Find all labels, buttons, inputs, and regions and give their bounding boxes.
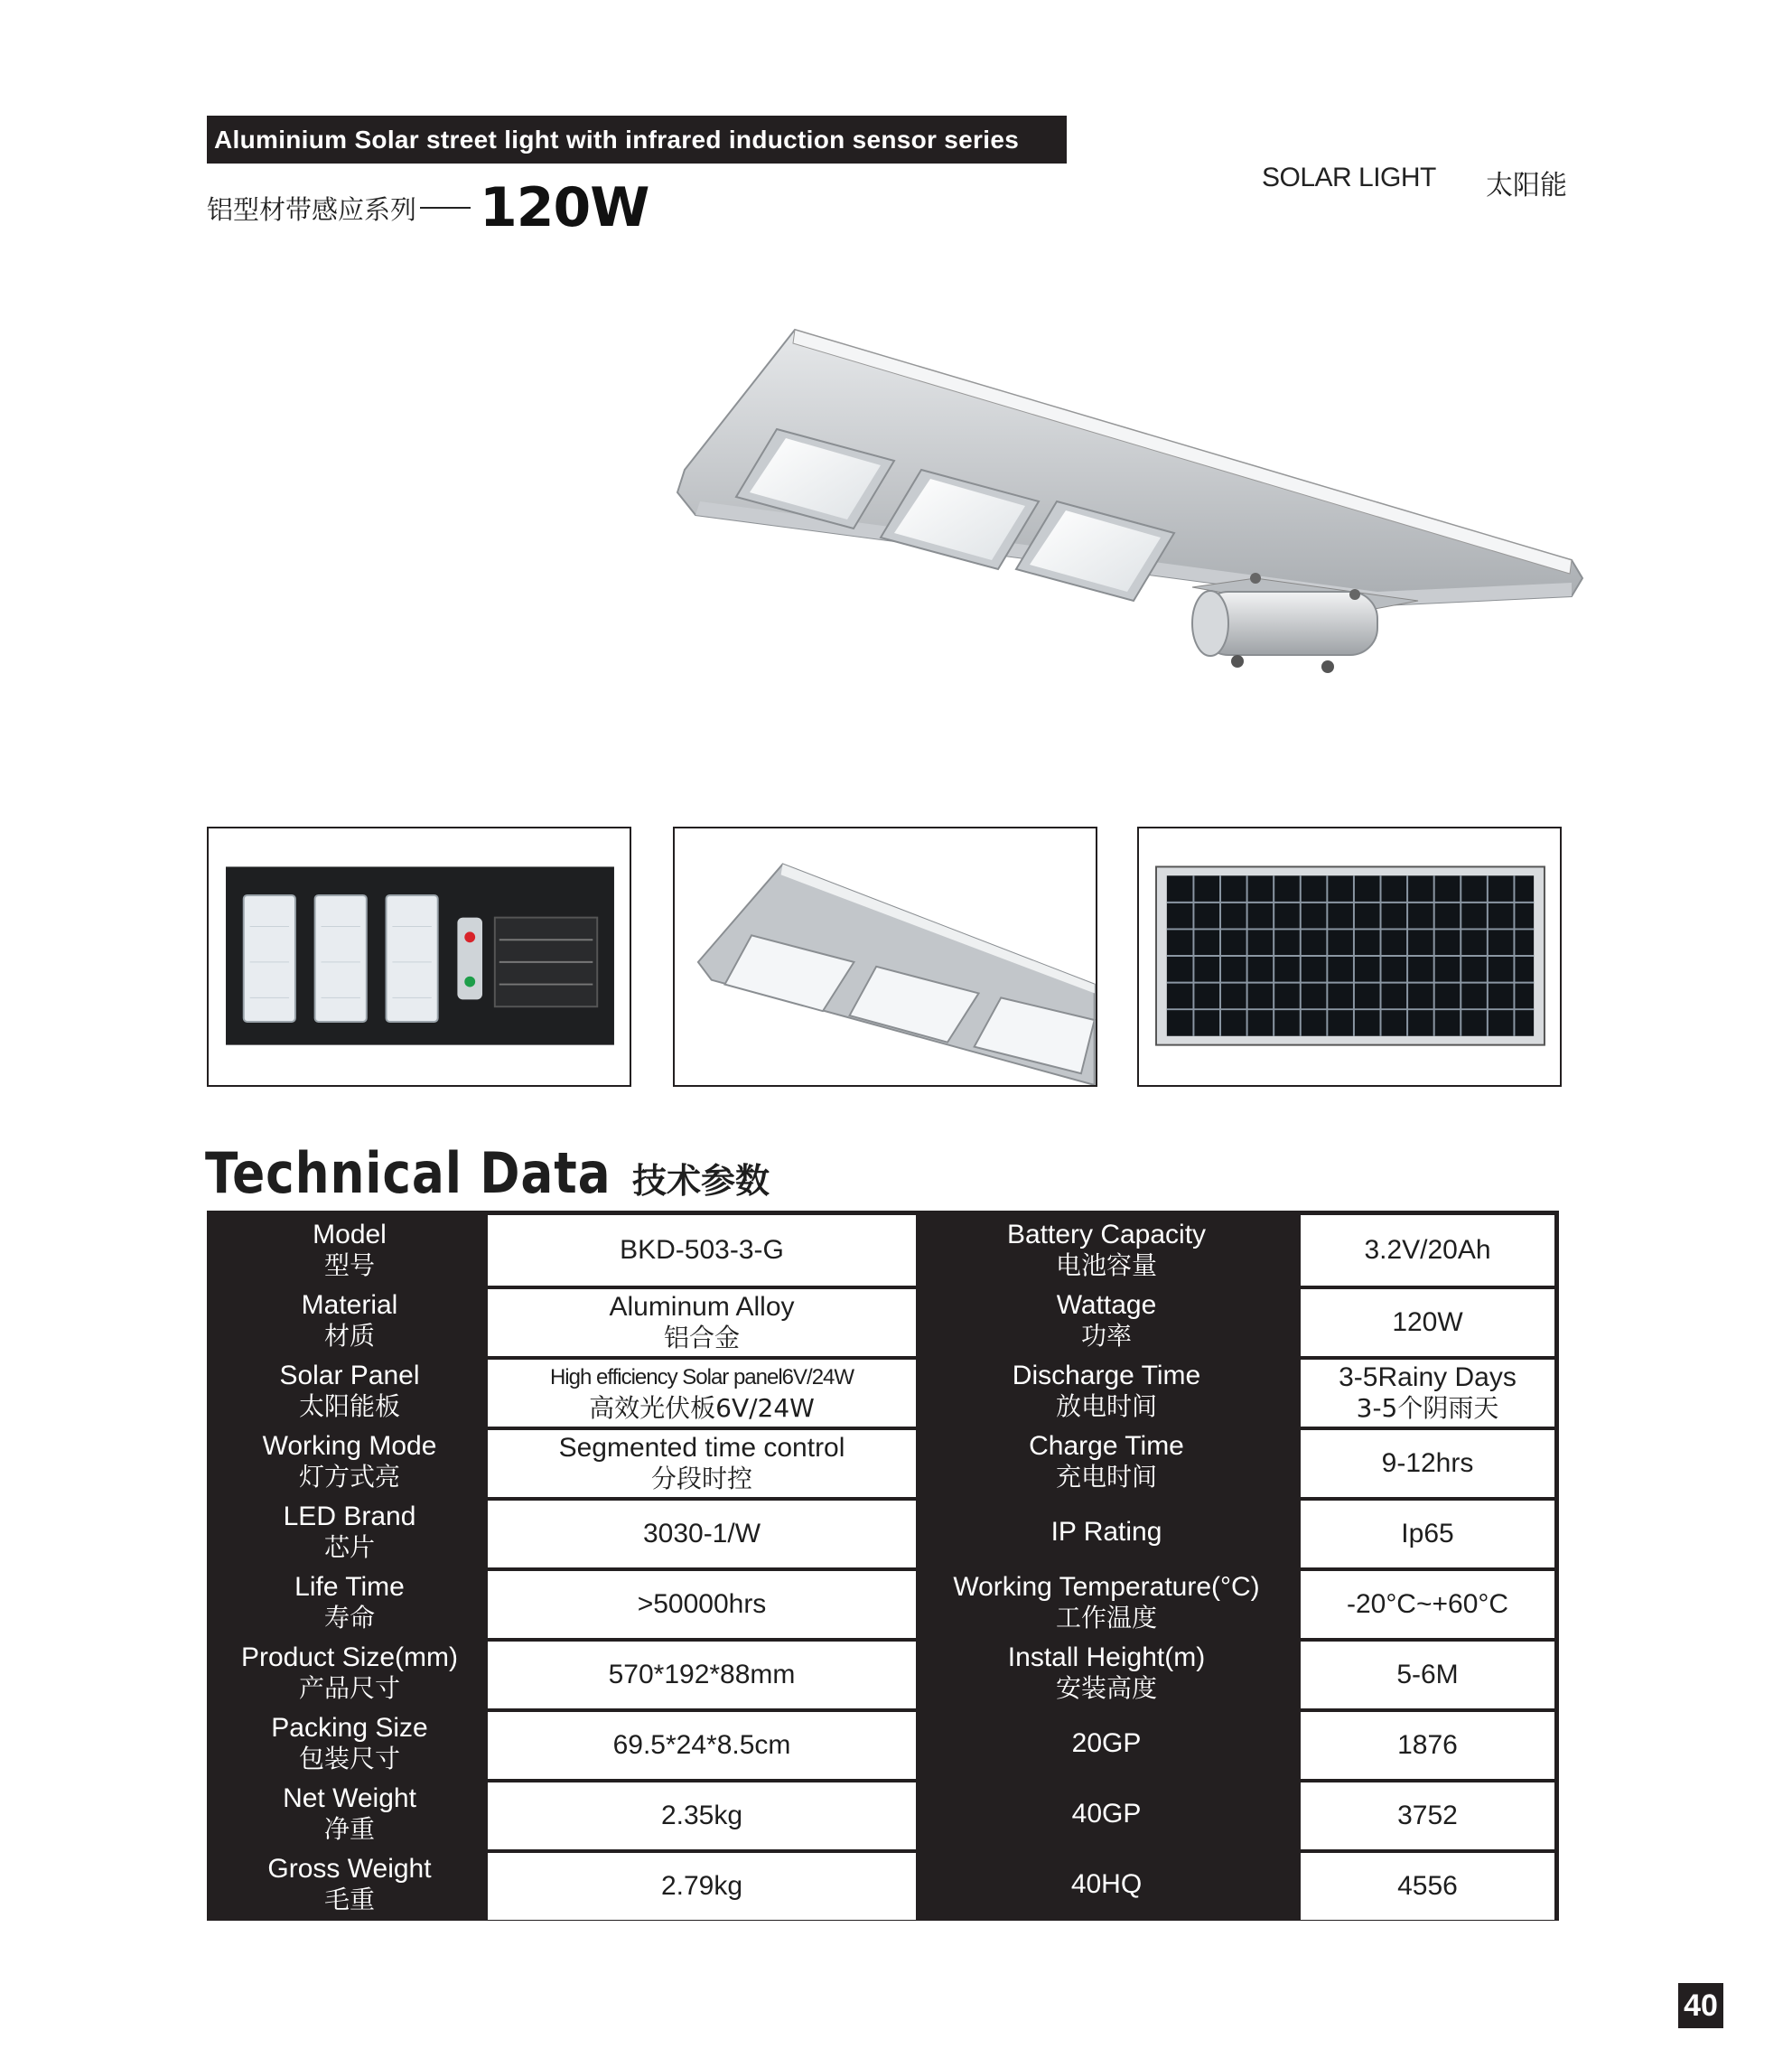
spec-row-gross-weight xyxy=(211,1849,1554,1920)
spec-label: Battery Capacity 电池容量 xyxy=(916,1215,1297,1286)
spec-value: >50000hrs xyxy=(488,1571,916,1638)
spec-label: IP Rating xyxy=(916,1497,1297,1567)
spec-label: 40GP xyxy=(916,1779,1297,1849)
spec-label: Gross Weight 毛重 xyxy=(211,1849,488,1920)
spec-value: High efficiency Solar panel6V/24W 高效光伏板6V/24W xyxy=(488,1360,916,1427)
spec-value: 2.35kg xyxy=(488,1782,916,1849)
spec-label: Solar Panel 太阳能板 xyxy=(211,1356,488,1427)
spec-label: Charge Time 充电时间 xyxy=(916,1427,1297,1497)
spec-label: LED Brand 芯片 xyxy=(211,1497,488,1567)
technical-data-heading xyxy=(205,1140,770,1206)
spec-value: -20°C~+60°C xyxy=(1297,1571,1554,1638)
technical-title-en: Technical Data xyxy=(205,1140,611,1206)
series-title-bar xyxy=(207,116,1067,164)
spec-value: Aluminum Alloy 铝合金 xyxy=(488,1289,916,1356)
spec-row-model xyxy=(211,1215,1554,1286)
spec-label: Wattage 功率 xyxy=(916,1286,1297,1356)
spec-value: 5-6M xyxy=(1297,1642,1554,1708)
spec-value: 570*192*88mm xyxy=(488,1642,916,1708)
spec-label: Model 型号 xyxy=(211,1215,488,1286)
spec-row-solar-panel xyxy=(211,1356,1554,1427)
spec-label: Material 材质 xyxy=(211,1286,488,1356)
spec-value: 3.2V/20Ah xyxy=(1297,1215,1554,1286)
spec-row-packing-size xyxy=(211,1708,1554,1779)
subtitle-dash xyxy=(420,207,471,209)
spec-value: BKD-503-3-G xyxy=(488,1215,916,1286)
spec-label: Working Mode 灯方式亮 xyxy=(211,1427,488,1497)
spec-value: 120W xyxy=(1297,1289,1554,1356)
spec-table xyxy=(207,1211,1559,1921)
spec-label: Discharge Time 放电时间 xyxy=(916,1356,1297,1427)
series-title: Aluminium Solar street light with infrared induction sensor series xyxy=(214,126,1020,154)
spec-value: 69.5*24*8.5cm xyxy=(488,1712,916,1779)
spec-label: 40HQ xyxy=(916,1849,1297,1920)
spec-value: 4556 xyxy=(1297,1853,1554,1920)
thumb-led-module-back xyxy=(207,827,631,1087)
thumb-light-angle-view xyxy=(673,827,1097,1087)
page-number: 40 xyxy=(1678,1983,1723,2028)
wattage-heading: 120W xyxy=(480,176,649,239)
spec-label: 20GP xyxy=(916,1708,1297,1779)
spec-row-led-brand xyxy=(211,1497,1554,1567)
spec-value: Ip65 xyxy=(1297,1501,1554,1567)
spec-row-life-time xyxy=(211,1567,1554,1638)
spec-row-net-weight xyxy=(211,1779,1554,1849)
spec-value: 9-12hrs xyxy=(1297,1430,1554,1497)
thumb-solar-panel xyxy=(1137,827,1562,1087)
spec-label: Install Height(m) 安装高度 xyxy=(916,1638,1297,1708)
spec-value: 3030-1/W xyxy=(488,1501,916,1567)
spec-row-working-mode xyxy=(211,1427,1554,1497)
technical-title-cn: 技术参数 xyxy=(632,1161,770,1201)
spec-label: Life Time 寿命 xyxy=(211,1567,488,1638)
spec-label: Working Temperature(°C) 工作温度 xyxy=(916,1567,1297,1638)
spec-value: 3-5Rainy Days 3-5个阴雨天 xyxy=(1297,1360,1554,1427)
spec-value: 2.79kg xyxy=(488,1853,916,1920)
hero-product-image xyxy=(659,307,1626,732)
series-cn: 铝型材带感应系列 xyxy=(207,193,417,225)
spec-row-product-size xyxy=(211,1638,1554,1708)
spec-value: Segmented time control 分段时控 xyxy=(488,1430,916,1497)
spec-row-material xyxy=(211,1286,1554,1356)
subtitle xyxy=(207,176,649,239)
spec-label: Net Weight 净重 xyxy=(211,1779,488,1849)
category-en: SOLAR LIGHT xyxy=(1262,163,1436,192)
spec-value: 3752 xyxy=(1297,1782,1554,1849)
spec-label: Product Size(mm) 产品尺寸 xyxy=(211,1638,488,1708)
spec-label: Packing Size 包装尺寸 xyxy=(211,1708,488,1779)
spec-value: 1876 xyxy=(1297,1712,1554,1779)
category-cn: 太阳能 xyxy=(1486,170,1567,201)
